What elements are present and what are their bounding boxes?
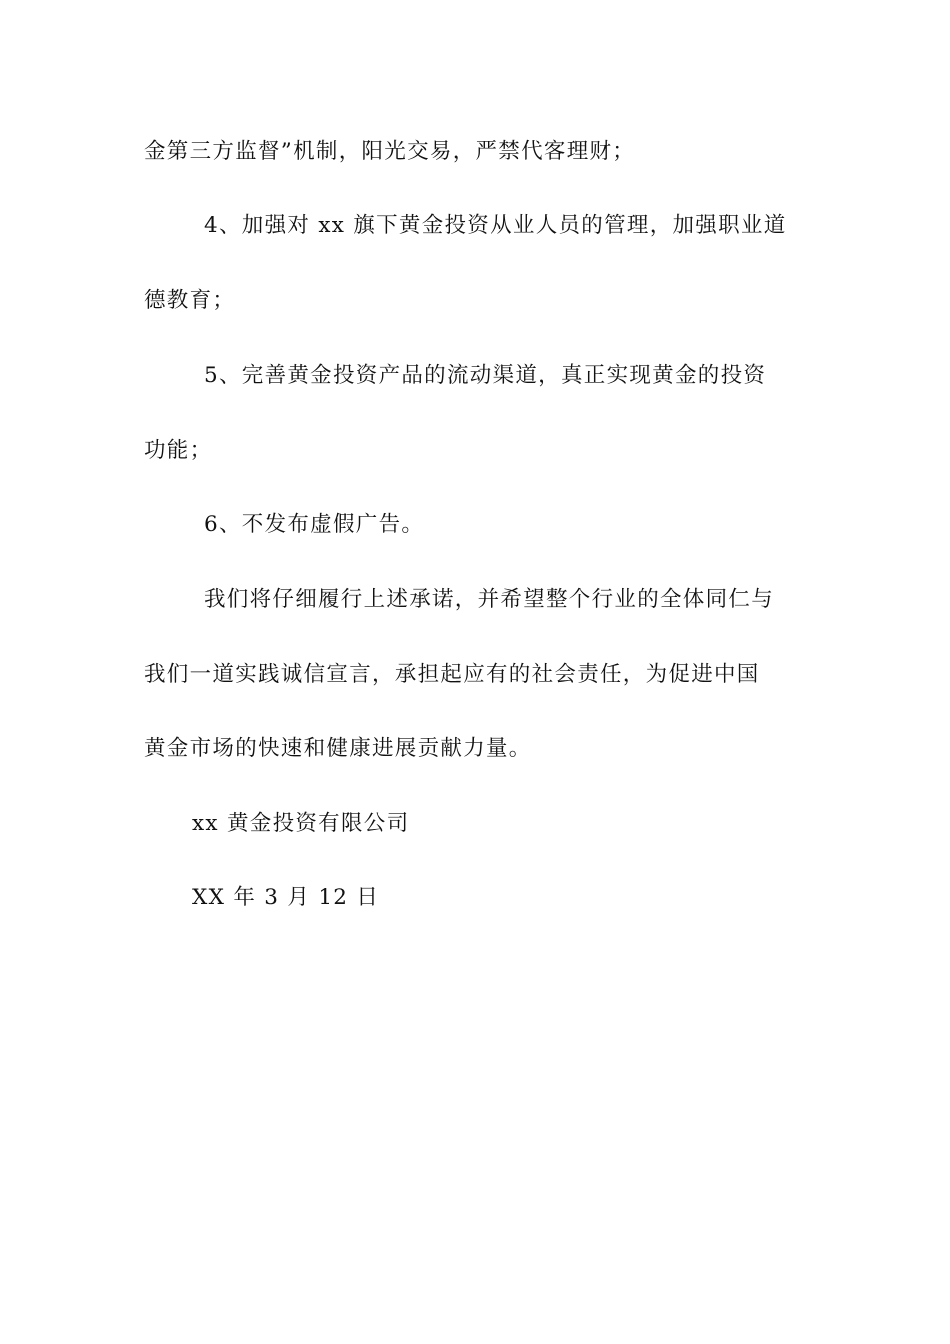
closing-paragraph-line-2: 我们一道实践诚信宣言，承担起应有的社会责任，为促进中国 xyxy=(144,662,760,687)
closing-paragraph-line-3: 黄金市场的快速和健康进展贡献力量。 xyxy=(144,736,532,761)
signature-company: xx 黄金投资有限公司 xyxy=(192,811,410,836)
item-5-line-1: 5、完善黄金投资产品的流动渠道，真正实现黄金的投资 xyxy=(204,363,767,388)
closing-paragraph-line-1: 我们将仔细履行上述承诺，并希望整个行业的全体同仁与 xyxy=(204,587,775,612)
item-4-line-2: 德教育； xyxy=(144,288,236,313)
item-4-line-1: 4、加强对 xx 旗下黄金投资从业人员的管理，加强职业道 xyxy=(204,213,787,238)
signature-date: XX 年 3 月 12 日 xyxy=(192,885,380,910)
item-5-line-2: 功能； xyxy=(144,438,213,463)
text-line-1: 金第三方监督”机制，阳光交易，严禁代客理财； xyxy=(144,139,636,164)
item-6-line: 6、不发布虚假广告。 xyxy=(204,512,425,537)
